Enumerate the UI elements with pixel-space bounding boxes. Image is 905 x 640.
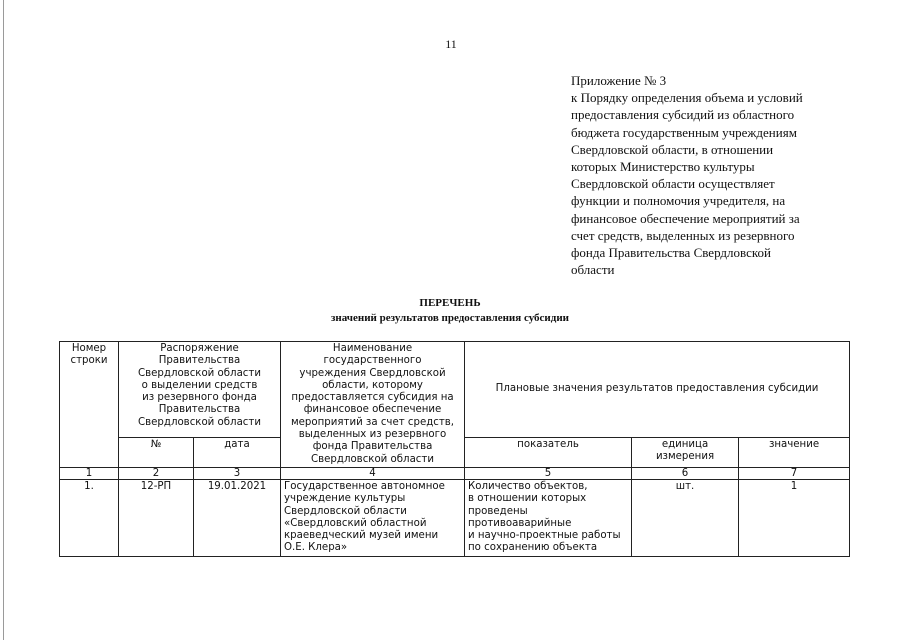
value: 1: [739, 479, 850, 556]
header-order: Распоряжение Правительства Свердловской области о выделении средств из резервного фонда Правительства Свердловской области: [119, 342, 281, 438]
appendix-line: области: [571, 262, 615, 278]
header-order-date: дата: [194, 438, 281, 468]
header-indicator: показатель: [465, 438, 632, 468]
table-row: [60, 479, 850, 556]
appendix-line: которых Министерство культуры: [571, 159, 755, 175]
appendix-line: Свердловской области осуществляет: [571, 176, 775, 192]
header-row-number: Номер строки: [60, 342, 119, 468]
appendix-line: бюджета государственным учреждениям: [571, 124, 797, 140]
header-row: [60, 342, 850, 438]
column-number: 5: [465, 467, 632, 479]
appendix-line: Приложение № 3: [571, 73, 667, 88]
page-number: 11: [445, 37, 457, 51]
appendix-line: предоставления субсидий из областного: [571, 107, 795, 123]
header-order-number: №: [119, 438, 194, 468]
order-date: 19.01.2021: [194, 479, 281, 556]
header-institution: Наименование государственного учреждения Свердловской области, которому предоставляется субсидия на финансовое обеспечение мероприятий за счет средств, выделенных из резервного фонда Правительства Свердловской области: [281, 342, 465, 468]
institution-name: Государственное автономное учреждение культуры Свердловской области «Свердловский областной краеведческий музей имени О.Е. Клера»: [281, 479, 465, 556]
column-number: 7: [739, 467, 850, 479]
column-number: 1: [60, 467, 119, 479]
column-number: 6: [632, 467, 739, 479]
document-title: ПЕРЕЧЕНЬ: [419, 297, 481, 309]
column-numbers-row: [60, 467, 850, 479]
header-planned-values: Плановые значения результатов предоставления субсидии: [465, 342, 850, 438]
column-number: 3: [194, 467, 281, 479]
header-value: значение: [739, 438, 850, 468]
indicator: Количество объектов, в отношении которых проведены противоаварийные и научно-проектные работы по сохранению объекта: [465, 479, 632, 556]
order-number: 12-РП: [119, 479, 194, 556]
column-number: 2: [119, 467, 194, 479]
document-subtitle: значений результатов предоставления субсидии: [330, 312, 570, 324]
header-unit: единица измерения: [632, 438, 739, 468]
unit: шт.: [632, 479, 739, 556]
appendix-line: Свердловской области, в отношении: [571, 141, 774, 157]
appendix-line: финансовое обеспечение мероприятий за: [571, 210, 800, 226]
appendix-line: функции и полномочия учредителя, на: [571, 193, 786, 209]
page-edge-line: [3, 0, 4, 640]
appendix-note: [571, 72, 871, 278]
appendix-line: фонда Правительства Свердловской: [571, 245, 771, 261]
results-table: [59, 341, 850, 557]
appendix-line: к Порядку определения объема и условий: [571, 90, 803, 106]
column-number: 4: [281, 467, 465, 479]
row-number: 1.: [60, 479, 119, 556]
appendix-line: счет средств, выделенных из резервного: [571, 227, 795, 243]
